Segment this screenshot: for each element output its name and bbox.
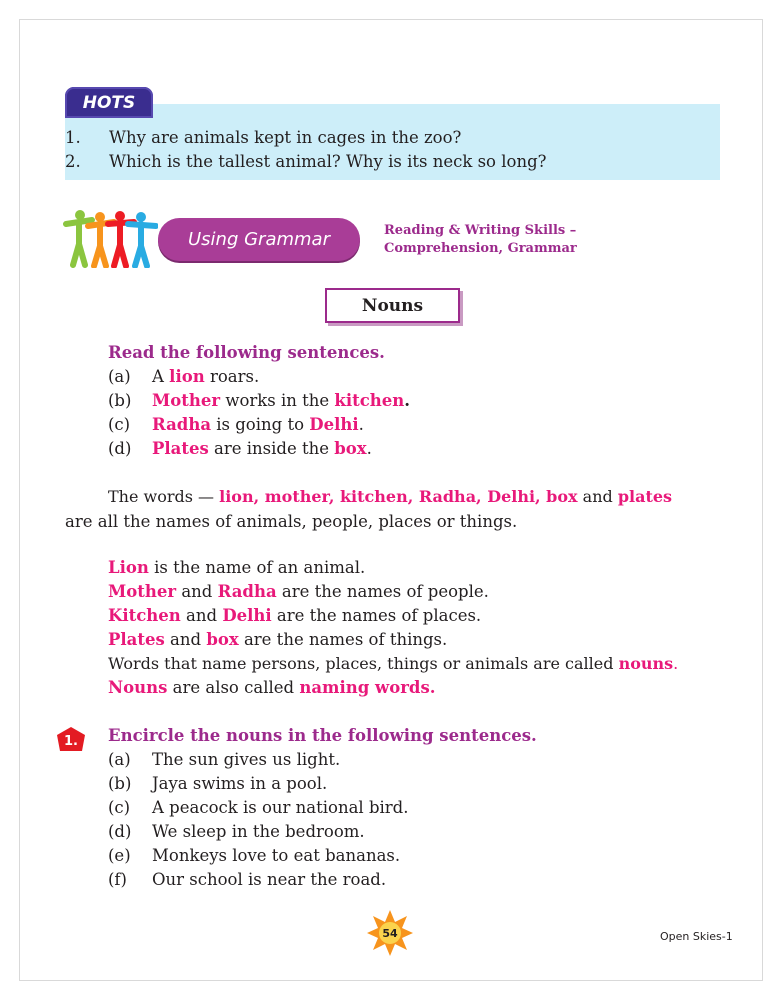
explain-line-2: are all the names of animals, people, places or things.	[65, 512, 518, 531]
list-item: (f) Our school is near the road.	[108, 870, 387, 889]
kids-icon	[62, 210, 158, 268]
fact-line: Lion is the name of an animal.	[108, 558, 366, 577]
hots-question: 2. Which is the tallest animal? Why is its neck so long?	[65, 152, 547, 171]
list-item: (a) The sun gives us light.	[108, 750, 341, 769]
exercise-heading: Encircle the nouns in the following sentences.	[108, 726, 537, 745]
list-item: (d) Plates are inside the box.	[108, 439, 372, 458]
hots-question: 1. Why are animals kept in cages in the zoo?	[65, 128, 462, 147]
fact-line: Kitchen and Delhi are the names of places.	[108, 606, 482, 625]
exercise-number-badge	[56, 726, 86, 752]
list-item: (c) Radha is going to Delhi.	[108, 415, 364, 434]
page-number-star	[367, 910, 413, 956]
page-number: 54	[382, 927, 398, 940]
list-item: (a) A lion roars.	[108, 367, 260, 386]
hots-tab: HOTS	[65, 87, 153, 118]
fact-line: Plates and box are the names of things.	[108, 630, 448, 649]
exercise-number: 1.	[64, 734, 78, 749]
fact-line: Words that name persons, places, things or animals are called nouns.	[108, 654, 679, 673]
using-grammar-banner: Using Grammar	[158, 218, 360, 261]
list-item: (b) Jaya swims in a pool.	[108, 774, 328, 793]
list-item: (e) Monkeys love to eat bananas.	[108, 846, 401, 865]
read-heading: Read the following sentences.	[108, 343, 385, 362]
topic-title: Nouns	[325, 288, 460, 323]
list-item: (b) Mother works in the kitchen.	[108, 391, 411, 410]
fact-line: Nouns are also called naming words.	[108, 678, 436, 697]
list-item: (d) We sleep in the bedroom.	[108, 822, 365, 841]
book-title: Open Skies-1	[660, 930, 733, 943]
skills-label: Reading & Writing Skills – Comprehension, Grammar	[384, 223, 577, 256]
fact-line: Mother and Radha are the names of people.	[108, 582, 489, 601]
list-item: (c) A peacock is our national bird.	[108, 798, 409, 817]
explain-line-1: The words — lion, mother, kitchen, Radha, Delhi, box and plates	[108, 487, 673, 506]
